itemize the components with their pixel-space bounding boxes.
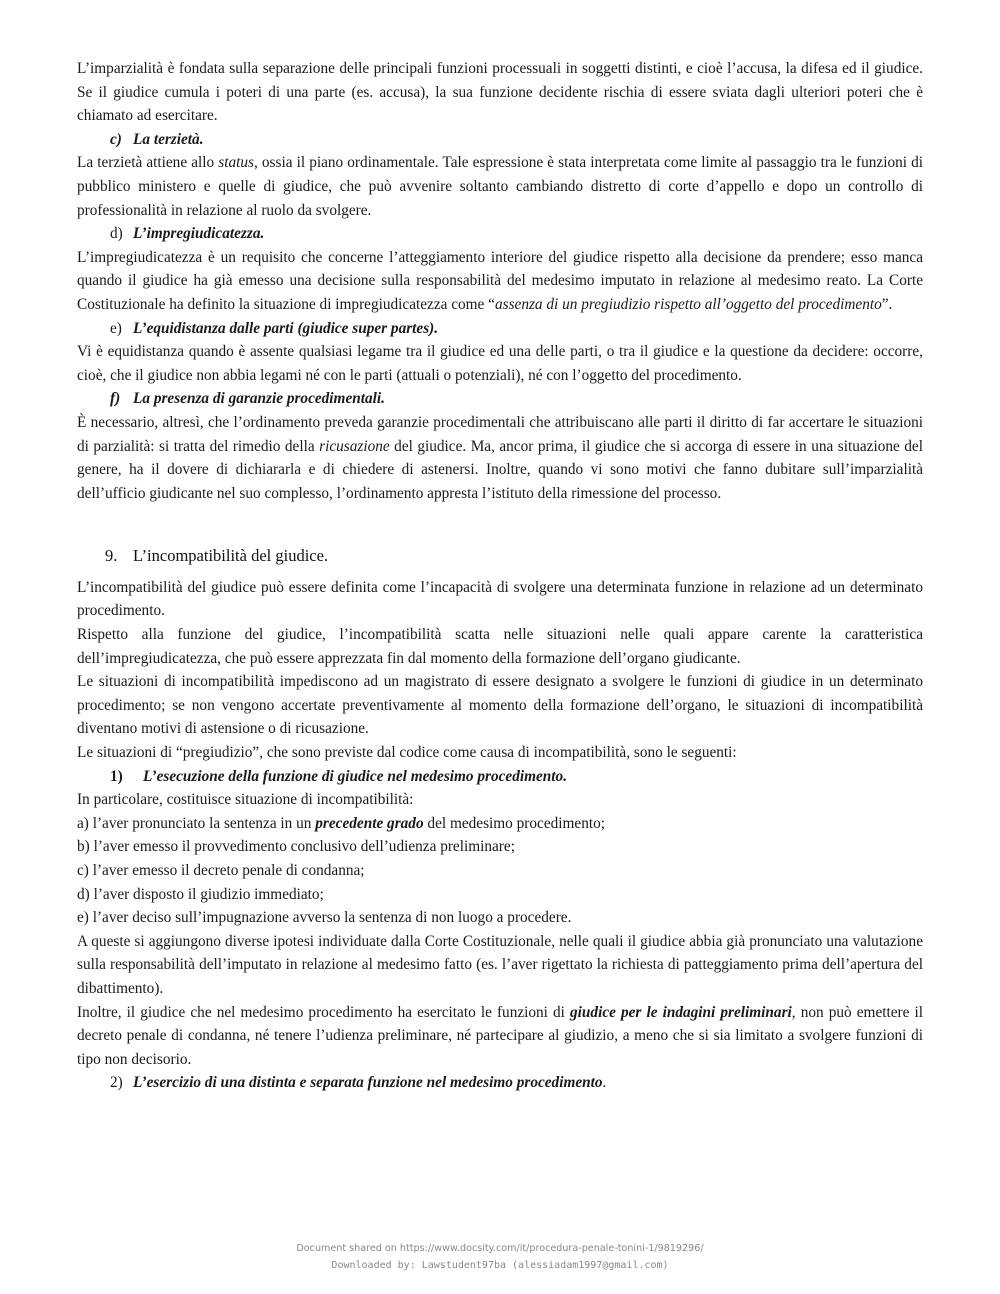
- subheading-e: [77, 317, 923, 341]
- paragraph-terzieta: [77, 151, 923, 222]
- subheading-f-marker: f): [110, 390, 121, 408]
- section-number: 9.: [105, 546, 118, 566]
- subheading-f-title: La presenza di garanzie procedimentali.: [133, 390, 385, 408]
- subheading-c: [77, 128, 923, 152]
- paragraph-gip: [77, 1001, 923, 1072]
- paragraph-imparzialita: L’imparzialità è fondata sulla separazione delle principali funzioni processuali in soggetti distinti, e cioè l’accusa, la difesa ed il giudice. Se il giudice cumula i poteri di una parte (es. accusa), la sua funzione decidente rischia di essere sviata dagli ulteriori poteri che è chiamato ad esercitare.: [77, 60, 923, 125]
- numbered-heading-1: [77, 765, 923, 789]
- section-heading-9: [77, 544, 923, 568]
- text-run: ”.: [881, 295, 893, 313]
- subheading-e-title: L’equidistanza dalle parti (giudice super partes).: [133, 319, 439, 337]
- subheading-d-title: L’impregiudicatezza.: [133, 225, 265, 243]
- text-run: , non può emettere il decreto penale di condanna, né tenere l’udienza preliminare, né partecipare al giudizio, a meno che si sia limitato a svolgere funzioni di tipo non decisorio.: [77, 1003, 923, 1068]
- document-body: [77, 57, 923, 1095]
- spacer: [77, 505, 923, 530]
- italic-run: assenza di un pregiudizio rispetto all’oggetto del procedimento: [494, 295, 882, 313]
- subheading-c-title: La terzietà.: [133, 130, 204, 148]
- text-run: , ossia il piano ordinamentale. Tale espressione è stata interpretata come limite al passaggio tra le funzioni di pubblico ministero e quelle di giudice, che può avvenire soltanto cambiando distretto di corte d’appello e dopo un controllo di professionalità in relazione al ruolo da svolgere.: [77, 154, 923, 219]
- subheading-e-marker: e): [110, 319, 122, 337]
- list-item-e: e) l’aver deciso sull’impugnazione avverso la sentenza di non luogo a procedere.: [77, 909, 572, 927]
- footer-shared-link[interactable]: Document shared on https://www.docsity.com/it/procedura-penale-tonini-1/9819296/: [296, 1243, 704, 1254]
- text-run: La terzietà attiene allo: [77, 154, 219, 172]
- text-run: È necessario, altresì, che l’ordinamento preveda garanzie procedimentali che attribuiscano alle parti il diritto di far accertare le situazioni di parzialità: si tratta del rimedio della: [77, 413, 923, 455]
- italic-run: ricusazione: [319, 437, 390, 455]
- paragraph-impregiudicatezza: [77, 246, 923, 317]
- text-run: a) l’aver pronunciato la sentenza in un: [77, 814, 316, 832]
- section-title: L’incompatibilità del giudice.: [133, 546, 329, 566]
- paragraph-incompatibilita-4: Le situazioni di “pregiudizio”, che sono previste dal codice come causa di incompatibilità, sono le seguenti:: [77, 744, 737, 762]
- subheading-d-marker: d): [110, 225, 123, 243]
- paragraph-equidistanza: Vi è equidistanza quando è assente qualsiasi legame tra il giudice ed una delle parti, o tra il giudice e la questione da decidere: occorre, cioè, che il giudice non abbia legami né con le parti (attuali o potenziali), né con l’oggetto del procedimento.: [77, 343, 923, 384]
- paragraph-incompatibilita-3: Le situazioni di incompatibilità impediscono ad un magistrato di essere designato a svolgere le funzioni di giudice in un determinato procedimento; se non vengono accertate preventivamente al momento della formazione dell’organo, le situazioni di incompatibilità diventano motivi di astensione o di ricusazione.: [77, 673, 923, 738]
- list-item-d: d) l’aver disposto il giudizio immediato;: [77, 885, 324, 903]
- text-run: L’impregiudicatezza è un requisito che concerne l’atteggiamento interiore del giudice rispetto alla decisione da prendere; esso manca quando il giudice ha già emesso una decisione sulla responsabilità del medesimo imputato in relazione al medesimo reato. La Corte Costituzionale ha definito la situazione di impregiudicatezza come “: [77, 248, 923, 313]
- list-item-a: [77, 812, 923, 836]
- text-run: Inoltre, il giudice che nel medesimo procedimento ha esercitato le funzioni di: [77, 1003, 571, 1021]
- numbered-heading-2-title: L’esercizio di una distinta e separata funzione nel medesimo procedimento: [133, 1074, 603, 1092]
- bold-italic-run: precedente grado: [315, 814, 424, 832]
- subheading-c-marker: c): [110, 130, 122, 148]
- text-run: .: [602, 1074, 607, 1092]
- numbered-heading-2-marker: 2): [110, 1074, 123, 1092]
- numbered-heading-1-title: L’esecuzione della funzione di giudice nel medesimo procedimento.: [143, 767, 568, 785]
- paragraph-corte-costituzionale: A queste si aggiungono diverse ipotesi individuate dalla Corte Costituzionale, nelle quali il giudice abbia già pronunciato una valutazione sulla responsabilità dell’imputato in relazione al medesimo fatto (es. l’aver rigettato la richiesta di patteggiamento prima dell’apertura del dibattimento).: [77, 932, 923, 997]
- list-item-b: b) l’aver emesso il provvedimento conclusivo dell’udienza preliminare;: [77, 838, 515, 856]
- numbered-heading-2: [77, 1071, 923, 1095]
- paragraph-garanzie: [77, 411, 923, 505]
- paragraph-intro-list: In particolare, costituisce situazione di incompatibilità:: [77, 791, 414, 809]
- numbered-heading-2-text: [133, 1071, 606, 1095]
- text-run: del giudice. Ma, ancor prima, il giudice che si accorga di essere in una situazione del genere, ha il dovere di dichiararla e di chiedere di astenersi. Inoltre, quando vi sono motivi che fanno dubitare sull’imparzialità dell’ufficio giudicante nel suo complesso, l’ordinamento appresta l’istituto della rimessione del processo.: [77, 437, 923, 502]
- bold-italic-run: giudice per le indagini preliminari: [570, 1003, 792, 1021]
- subheading-d: [77, 222, 923, 246]
- paragraph-incompatibilita-2: Rispetto alla funzione del giudice, l’incompatibilità scatta nelle situazioni nelle quali appare carente la caratteristica dell’impregiudicatezza, che può essere apprezzata fin dal momento della formazione dell’organo giudicante.: [77, 626, 923, 667]
- list-item-c: c) l’aver emesso il decreto penale di condanna;: [77, 862, 365, 879]
- text-run: del medesimo procedimento;: [423, 814, 605, 832]
- footer-download-info: Downloaded by: Lawstudent97ba (alessiadam1997@gmail.com): [331, 1260, 669, 1271]
- italic-run: status: [218, 154, 254, 172]
- numbered-heading-1-marker: 1): [110, 767, 123, 785]
- subheading-f: [77, 387, 923, 411]
- paragraph-incompatibilita-1: L’incompatibilità del giudice può essere definita come l’incapacità di svolgere una determinata funzione in relazione ad un determinato procedimento.: [77, 578, 923, 620]
